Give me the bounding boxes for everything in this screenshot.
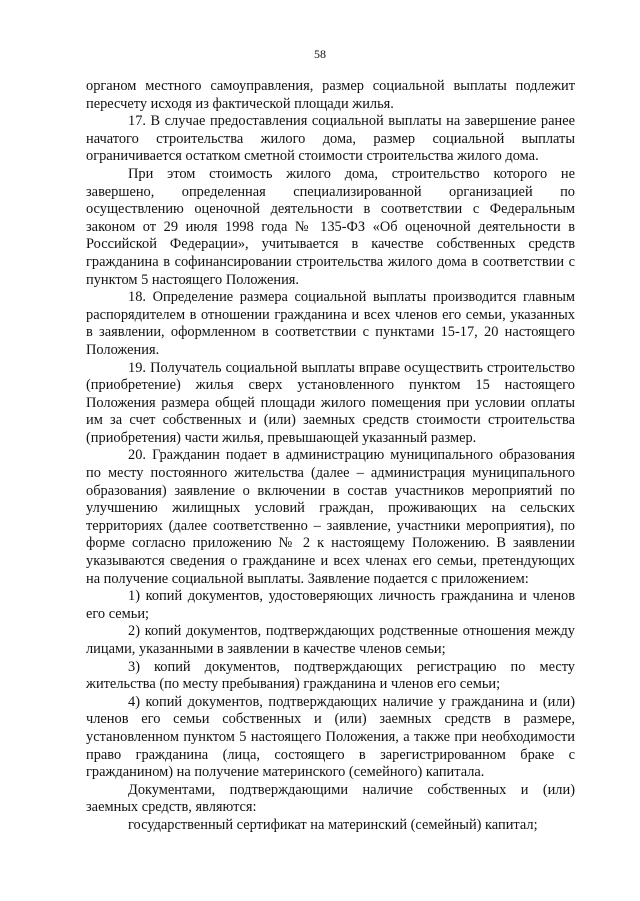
list-item-4: 4) копий документов, подтверждающих наличие у гражданина и (или) членов его семьи собственных и (или) заемных средств в размере, установленном пунктом 5 настоящего Положения, а также при необходимости право гражданина (лица, состоящего в зарегистрированном браке с гражданином) на получение материнского (семейного) капитала. (86, 693, 575, 781)
document-body (86, 78, 575, 835)
paragraph-continuation: органом местного самоуправления, размер социальной выплаты подлежит пересчету исходя из фактической площади жилья. (86, 78, 575, 112)
paragraph-certificate: государственный сертификат на материнский (семейный) капитал; (128, 816, 538, 833)
list-item-1: 1) копий документов, удостоверяющих личность гражданина и членов его семьи; (86, 588, 575, 622)
page-number: 58 (314, 47, 326, 61)
list-item-2: 2) копий документов, подтверждающих родственные отношения между лицами, указанными в заявлении в качестве членов семьи; (86, 623, 575, 657)
paragraph-documents: Документами, подтверждающими наличие собственных и (или) заемных средств, являются: (86, 781, 575, 816)
paragraph-18: 18. Определение размера социальной выплаты производится главным распорядителем в отношении гражданина и всех членов его семьи, указанных в заявлении, оформленном в соответствии с пунктами 15-17, 20 настоящего Положения. (86, 289, 575, 358)
paragraph-20: 20. Гражданин подает в администрацию муниципального образования по месту постоянного жительства (далее – администрация муниципального образования) заявление о включении в состав участников мероприятий по улучшению жилищных условий граждан, проживающих на сельских территориях (далее соответственно – заявление, участники мероприятия), по форме согласно приложению № 2 к настоящему Положению. В заявлении указываются сведения о гражданине и всех членах его семьи, претендующих на получение социальной выплаты. Заявление подается с приложением: (86, 447, 575, 587)
list-item-3: 3) копий документов, подтверждающих регистрацию по месту жительства (по месту пребывания) гражданина и членов его семьи; (86, 658, 575, 693)
paragraph-19: 19. Получатель социальной выплаты вправе осуществить строительство (приобретение) жилья сверх установленного пунктом 15 настоящего Положения размера общей площади жилого помещения при условии оплаты им за счет собственных и (или) заемных средств стоимости строительства (приобретения) части жилья, превышающей указанный размер. (86, 359, 575, 446)
paragraph-17: 17. В случае предоставления социальной выплаты на завершение ранее начатого строительства жилого дома, размер социальной выплаты ограничивается остатком сметной стоимости строительства жилого дома. (86, 113, 575, 165)
paragraph-17-note: При этом стоимость жилого дома, строительство которого не завершено, определенная специализированной организацией по осуществлению оценочной деятельности в соответствии с Федеральным законом от 29 июля 1998 года № 135-ФЗ «Об оценочной деятельности в Российской Федерации», учитывается в качестве собственных средств гражданина в софинансировании строительства жилого дома в соответствии с пунктом 5 настоящего Положения. (86, 165, 575, 288)
